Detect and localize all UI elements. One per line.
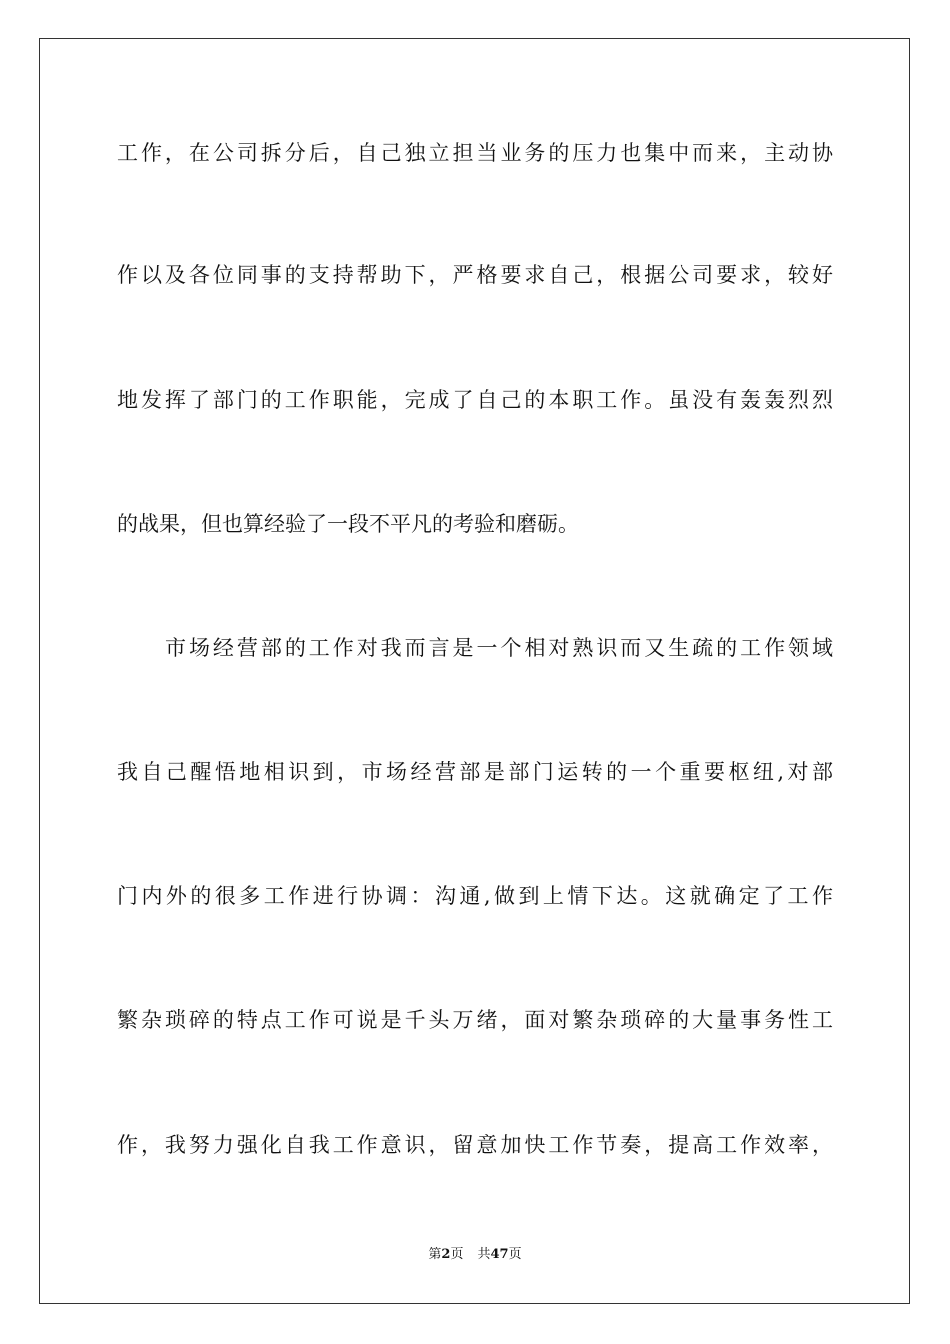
- text-line: 地发挥了部门的工作职能，完成了自己的本职工作。虽没有轰轰烈烈: [117, 388, 833, 412]
- text-line: 作以及各位同事的支持帮助下，严格要求自己，根据公司要求，较好: [117, 263, 833, 287]
- page-number: 2: [441, 1247, 451, 1262]
- total-prefix: 共: [477, 1247, 491, 1262]
- text-line: 作，我努力强化自我工作意识，留意加快工作节奏，提高工作效率，: [117, 1133, 833, 1157]
- text-line: 我自己醒悟地相识到，市场经营部是部门运转的一个重要枢纽,对部: [117, 760, 833, 784]
- page-border: [39, 38, 910, 1304]
- text-line: 门内外的很多工作进行协调：沟通,做到上情下达。这就确定了工作: [117, 884, 833, 908]
- total-pages: 47: [490, 1247, 509, 1262]
- page-footer: [0, 1246, 950, 1264]
- text-line: 的战果，但也算经验了一段不平凡的考验和磨砺。: [117, 512, 579, 536]
- paragraph-first-line: 市场经营部的工作对我而言是一个相对熟识而又生疏的工作领域: [165, 636, 833, 660]
- page-suffix: 页: [450, 1247, 464, 1262]
- text-line: 繁杂琐碎的特点工作可说是千头万绪，面对繁杂琐碎的大量事务性工: [117, 1008, 833, 1032]
- page-prefix: 第: [428, 1247, 442, 1262]
- text-line: 工作，在公司拆分后，自己独立担当业务的压力也集中而来，主动协: [117, 141, 833, 165]
- total-suffix: 页: [508, 1247, 522, 1262]
